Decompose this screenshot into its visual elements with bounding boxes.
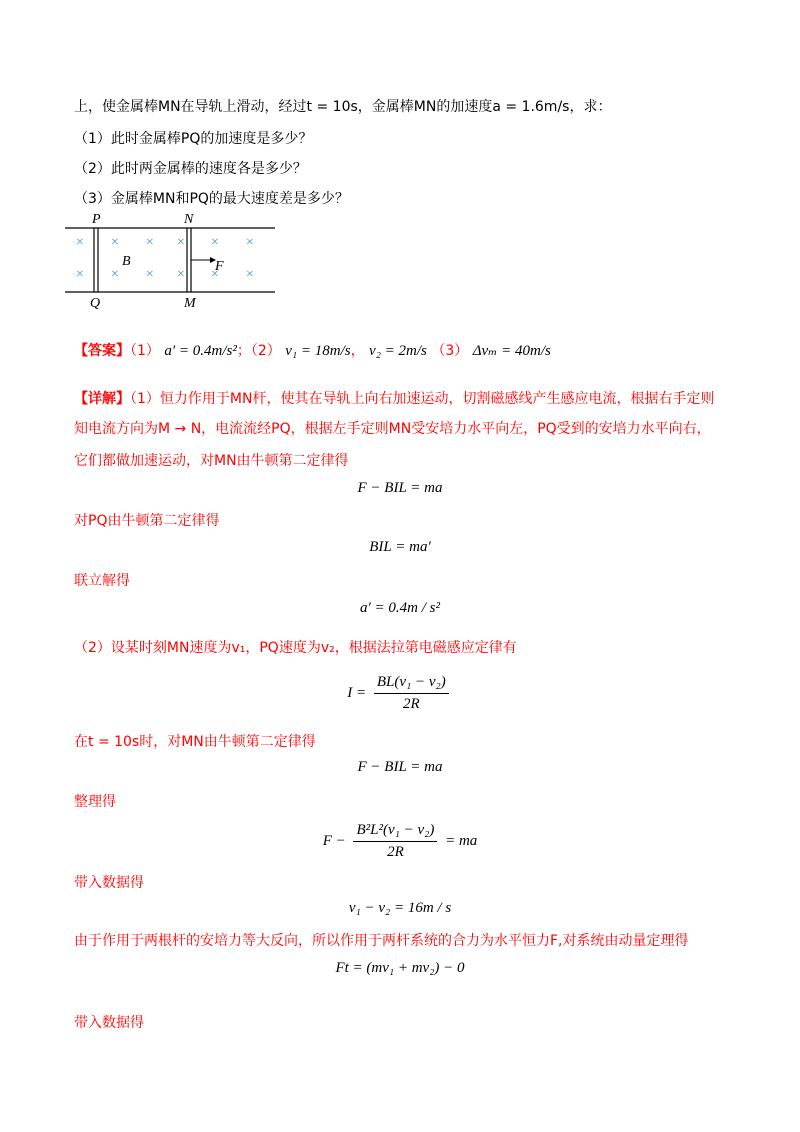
detail-text-1: （1）恒力作用于MN杆，使其在导轨上向右加速运动，切割磁感线产生感应电流，根据右手定则 xyxy=(130,391,715,407)
equation-8: Ft = (mv₁ + mv₂) − 0 xyxy=(335,960,465,976)
cross-mark: × xyxy=(210,235,220,250)
answer-line xyxy=(74,340,551,360)
question-intro: 上，使金属棒MN在导轨上滑动，经过t = 10s，金属棒MN的加速度a = 1.6m/s，求： xyxy=(74,99,612,115)
answer-v2: v₂ = 2m/s xyxy=(369,343,427,359)
detail-line-7: 在t = 10s时，对MN由牛顿第二定律得 xyxy=(74,734,316,750)
equation-4-denominator: 2R xyxy=(402,696,420,712)
question-1: （1）此时金属棒PQ的加速度是多少？ xyxy=(74,131,313,147)
label-q: Q xyxy=(90,296,101,310)
answer-v1: v₁ = 18m/s xyxy=(285,343,351,359)
answer-comma: ， xyxy=(350,343,365,359)
label-n: N xyxy=(184,212,194,227)
cross-mark: × xyxy=(75,267,85,282)
equation-6-lhs: F − xyxy=(322,832,346,849)
equation-6-fraction xyxy=(353,822,437,861)
answer-tag: 【答案】 xyxy=(74,343,130,359)
cross-mark: × xyxy=(210,267,220,282)
equation-3: a′ = 0.4m / s² xyxy=(360,600,440,616)
label-b: B xyxy=(122,254,131,269)
answer-part-2: （2） xyxy=(250,343,281,359)
detail-line-6: （2）设某时刻MN速度为v₁，PQ速度为v₂，根据法拉第电磁感应定律有 xyxy=(74,640,517,656)
equation-4-lhs: I = xyxy=(347,684,367,701)
equation-1: F − BIL = ma xyxy=(357,480,443,496)
detail-line-11: 带入数据得 xyxy=(74,1015,144,1031)
equation-4-numerator: BL(v₁ − v₂) xyxy=(374,674,449,694)
cross-mark: × xyxy=(110,235,120,250)
detail-line-8: 整理得 xyxy=(74,794,116,810)
cross-mark: × xyxy=(110,267,120,282)
cross-mark: × xyxy=(176,235,186,250)
question-3: （3）金属棒MN和PQ的最大速度差是多少？ xyxy=(74,191,349,207)
equation-4 xyxy=(0,674,800,713)
equation-7: v₁ − v₂ = 16m / s xyxy=(348,900,452,916)
cross-mark: × xyxy=(245,267,255,282)
detail-line-5: 联立解得 xyxy=(74,573,130,589)
cross-mark: × xyxy=(75,235,85,250)
question-2: （2）此时两金属棒的速度各是多少？ xyxy=(74,161,307,177)
equation-2: BIL = ma′ xyxy=(369,539,431,555)
equation-6-rhs: = ma xyxy=(445,832,478,849)
cross-mark: × xyxy=(245,235,255,250)
equation-6 xyxy=(0,822,800,861)
label-p: P xyxy=(92,212,101,227)
equation-6-numerator: B²L²(v₁ − v₂) xyxy=(353,822,437,842)
detail-line-10: 由于作用于两根杆的安培力等大反向，所以作用于两杆系统的合力为水平恒力F,对系统由动量定理得 xyxy=(74,933,689,949)
cross-mark: × xyxy=(176,267,186,282)
detail-line-2: 知电流方向为M → N，电流流经PQ，根据左手定则MN受安培力水平向左，PQ受到的安培力水平向右， xyxy=(74,421,711,437)
detail-line-9: 带入数据得 xyxy=(74,875,144,891)
equation-4-fraction xyxy=(374,674,449,713)
cross-mark: × xyxy=(145,235,155,250)
equation-6-denominator: 2R xyxy=(387,844,404,860)
circuit-diagram xyxy=(60,210,290,310)
answer-part-3: （3） xyxy=(431,343,469,359)
label-m: M xyxy=(184,296,196,310)
answer-a1: a′ = 0.4m/s² xyxy=(164,343,237,359)
detail-line-3: 它们都做加速运动，对MN由牛顿第二定律得 xyxy=(74,453,349,469)
answer-part-1: （1） xyxy=(130,343,160,359)
answer-sep-1: ； xyxy=(236,343,251,359)
detail-tag: 【详解】 xyxy=(74,391,130,407)
cross-mark: × xyxy=(145,267,155,282)
equation-5: F − BIL = ma xyxy=(357,759,443,775)
detail-line-1 xyxy=(74,388,714,408)
detail-line-4: 对PQ由牛顿第二定律得 xyxy=(74,513,220,529)
answer-a3: Δvₘ = 40m/s xyxy=(472,343,551,359)
label-f: F xyxy=(215,259,224,274)
